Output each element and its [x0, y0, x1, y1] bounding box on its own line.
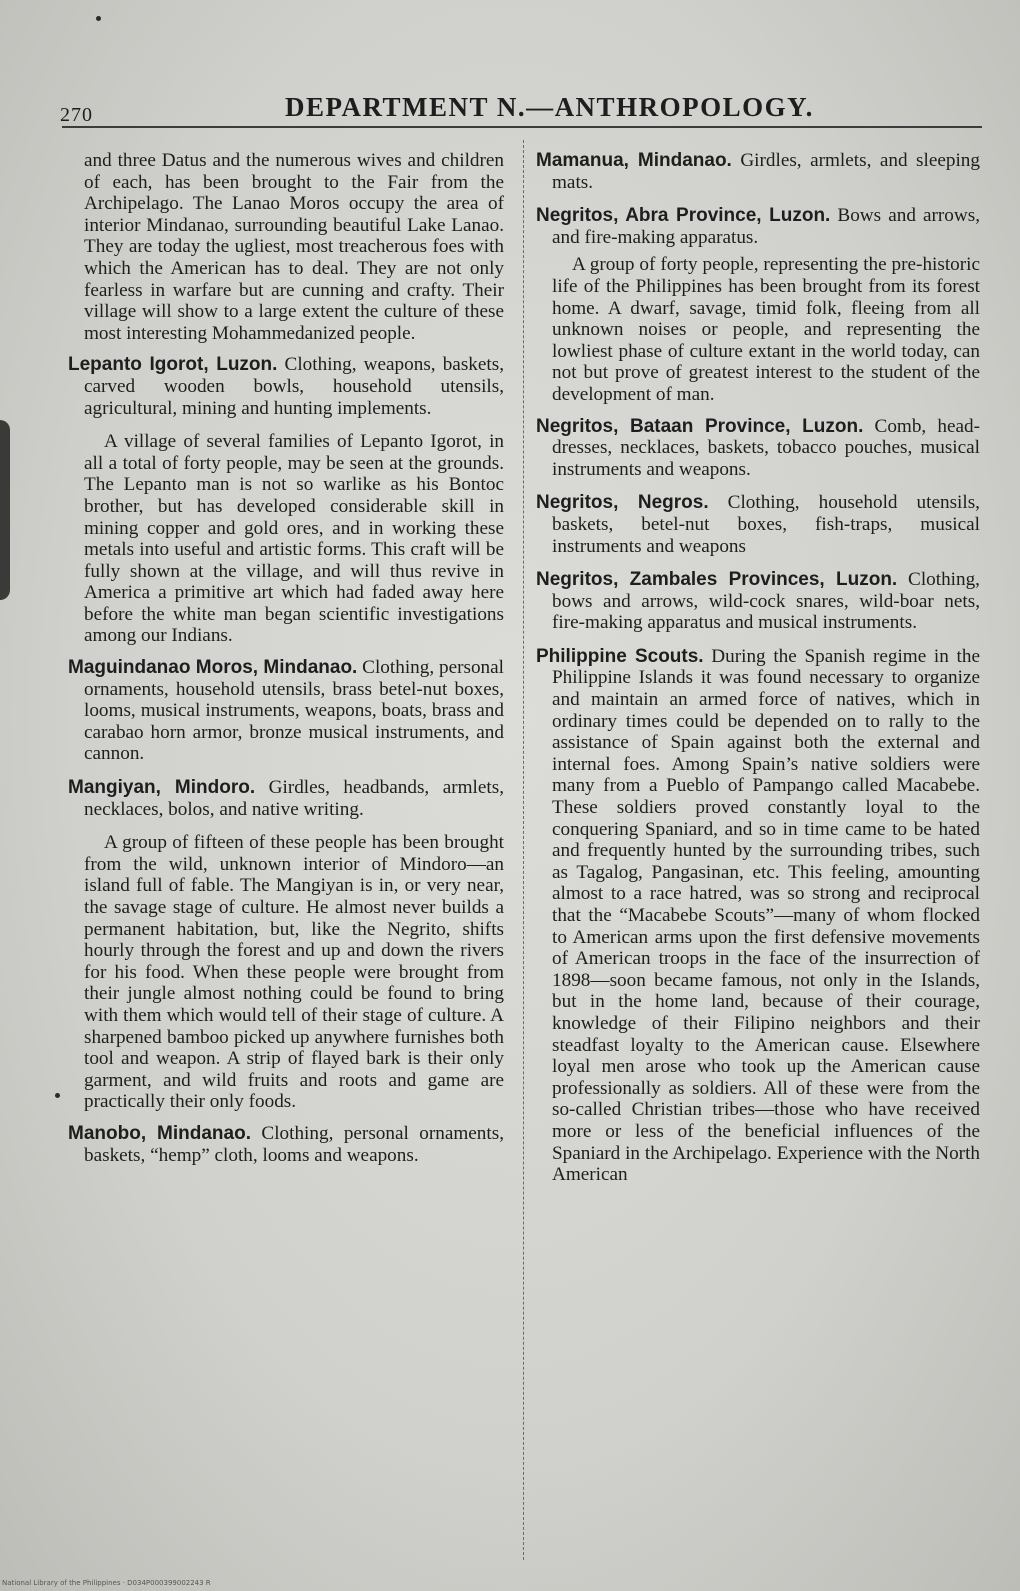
entry-text: Clothing, personal ornaments, household utensils, brass betel-nut boxes, looms, musical instruments, weapons, boats, brass and carabao horn armor, bronze musical instruments, and cannon. — [84, 657, 504, 765]
entry-text: Comb, head-dresses, necklaces, baskets, tobacco pouches, musical instruments and weapons. — [552, 415, 980, 480]
entry-text: Clothing, personal ornaments, baskets, “hemp” cloth, looms and weapons. — [84, 1122, 504, 1166]
scan-speck — [55, 1093, 60, 1098]
entry-text: Clothing, weapons, baskets, carved wooden bowls, household utensils, agricultural, mining and hunting implements. — [84, 354, 504, 419]
page-header — [60, 88, 980, 128]
entry-heading: Mamanua, Mindanao. — [536, 150, 732, 171]
entry-text: Clothing, bows and arrows, wild-cock snares, wild-boar nets, fire-making apparatus and musical instruments. — [552, 569, 980, 634]
description-paragraph: A village of several families of Lepanto Igorot, in all a total of forty people, may be seen at the grounds. The Lepanto man is not so warlike as his Bontoc brother, but has developed considerable skill in mining copper and gold ores, and in working these metals into useful and artistic forms. This craft will be fully shown at the village, and will thus revive in America a primitive art which had faded away here before the white man began scientific investigations among our Indians. — [84, 431, 504, 647]
entry-heading: Negritos, Negros. — [536, 492, 709, 514]
page-number: 270 — [60, 104, 93, 126]
catalog-entry — [68, 1123, 504, 1166]
entry-heading: Manobo, Mindanao. — [68, 1122, 251, 1144]
entry-heading: Negritos, Bataan Province, Luzon. — [536, 415, 864, 437]
catalog-entry — [536, 646, 980, 1186]
column-divider — [523, 140, 525, 1560]
entry-heading: Negritos, Abra Province, Luzon. — [536, 205, 831, 227]
entry-heading: Philippine Scouts. — [536, 645, 704, 667]
entry-text: Girdles, headbands, armlets, necklaces, bolos, and native writing. — [84, 777, 504, 820]
catalog-entry — [68, 657, 504, 765]
entry-text: Bows and arrows, and fire-making apparatus. — [552, 205, 980, 248]
entry-heading: Lepanto Igorot, Luzon. — [68, 354, 278, 376]
continued-paragraph: and three Datus and the numerous wives and children of each, has been brought to the Fair from the Archipelago. The Lanao Moros occupy the area of interior Mindanao, surrounding beautiful Lake Lanao. They are today the ugliest, most treacherous foes with which the American has to deal. They are not only fearless in warfare but are cunning and crafty. Their village will show to a large extent the culture of these most interesting Mohammedanized people. — [84, 150, 504, 344]
catalog-entry — [536, 492, 980, 557]
header-rule — [62, 126, 982, 128]
left-column — [68, 150, 504, 1178]
entry-heading: Maguindanao Moros, Mindanao. — [68, 657, 358, 679]
entry-text: Clothing, household utensils, baskets, betel-nut boxes, fish-traps, musical instruments and weapons — [552, 492, 980, 557]
right-column — [536, 150, 980, 1198]
description-paragraph: A group of forty people, representing the pre-historic life of the Philippines has been brought from its forest home. A dwarf, savage, timid folk, fleeing from all unknown noises or people, and representing the lowliest phase of culture extant in the world today, can not but prove of greatest interest to the student of the development of man. — [552, 254, 980, 405]
library-watermark: National Library of the Philippines · D034P000399002243 R — [2, 1579, 211, 1587]
binding-shadow — [0, 420, 10, 600]
entry-text: During the Spanish regime in the Philippine Islands it was found necessary to organize and maintain an armed force of natives, which in ordinary times could be depended on to rally to the assistance of Spain against both the external and internal foes. Among Spain’s native soldiers were many from a Pueblo of Pampango called Macabebe. These soldiers proved constantly loyal to the conquering Spaniard, and so in time came to be hated and frequently hunted by the surrounding tribes, such as Tagalog, Pangasinan, etc. This feeling, amounting almost to a race hatred, was so strong and reciprocal that the “Macabebe Scouts”—many of whom flocked to American arms upon the first defensive movements of American troops in the face of the insurrection of 1898—soon became famous, not only in the Islands, but in the home land, because of their courage, knowledge of their Filipino neighbors and their steadfast loyalty to the American cause. Elsewhere loyal men arose who took up the American cause professionally as soldiers. All of these were from the so-called Christian tribes—those who have received more or less of the beneficial influences of the Spaniard in the Archipelago. Experience with the North American — [552, 645, 980, 1186]
entry-heading: Mangiyan, Mindoro. — [68, 777, 256, 799]
description-paragraph: A group of fifteen of these people has been brought from the wild, unknown interior of Mindoro—an island full of fable. The Mangiyan is in, or very near, the savage stage of culture. He almost never builds a permanent habitation, but, like the Negrito, shifts hourly through the forest and up and down the rivers for his food. When these people were brought from their jungle almost nothing could be found to bring with them which would tell of their stage of culture. A sharpened bamboo picked up anywhere furnishes both tool and weapon. A strip of flayed bark is their only garment, and wild fruits and roots and game are practically their only foods. — [84, 832, 504, 1113]
entry-text: Girdles, armlets, and sleeping mats. — [552, 150, 980, 193]
catalog-entry — [536, 569, 980, 634]
catalog-entry — [68, 777, 504, 820]
catalog-entry — [68, 354, 504, 419]
entry-heading: Negritos, Zambales Provinces, Luzon. — [536, 569, 898, 591]
catalog-entry — [536, 205, 980, 248]
scan-speck — [96, 16, 101, 21]
running-title: DEPARTMENT N.—ANTHROPOLOGY. — [285, 92, 814, 122]
catalog-entry — [536, 416, 980, 481]
catalog-entry — [536, 150, 980, 193]
